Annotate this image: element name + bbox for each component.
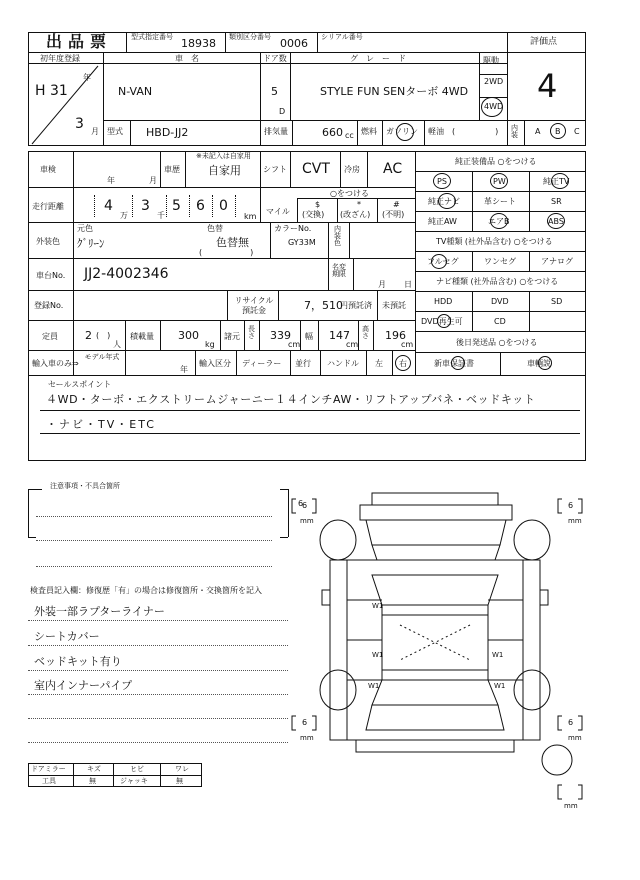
door-count: 5 [271, 85, 278, 98]
equip-navi: 純正ナビ [428, 197, 460, 206]
damage-mark-3: W1 [368, 682, 380, 690]
tire-depth-fr: 6 [568, 501, 574, 510]
class-no: 0006 [280, 37, 308, 50]
type-cert-no: 18938 [181, 37, 216, 50]
tire-depth-fl: 6 [302, 501, 308, 510]
first-reg-era: H 31 [35, 83, 68, 99]
tire-depth-rr: 6 [568, 718, 574, 727]
note-2: シートカバー [34, 630, 100, 643]
tv-analog: アナログ [541, 257, 573, 266]
equip-sr: SR [551, 197, 562, 206]
tv-oneseg: ワンセグ [484, 257, 516, 266]
equip-pw: PW [493, 177, 506, 186]
sales-point-line-2: ・ナビ・TV・ETC [46, 418, 156, 431]
width: 147 [329, 329, 350, 342]
mileage-digit-4: 6 [196, 198, 205, 214]
mileage-digit-5: 0 [219, 198, 228, 214]
navi-dvd-play: DVD再生可 [421, 317, 463, 326]
note-1: 外装一部ラプターライナー [34, 605, 165, 618]
recycle-deposit: 7，510 [304, 299, 343, 312]
capacity: 2 [85, 329, 92, 342]
sales-point-line-1: ４WD・ターボ・エクストリームジャーニー１４インチAW・リフトアップバネ・ベッドキット [46, 393, 536, 406]
navi-cd: CD [494, 317, 506, 326]
equip-ps: PS [437, 177, 447, 186]
mileage-digit-3: 5 [172, 198, 181, 214]
displacement: 660 [322, 126, 343, 139]
navi-dvd: DVD [491, 297, 509, 306]
tire-depth-rl: 6 [302, 718, 308, 727]
first-reg-month: 3 [75, 116, 84, 132]
navi-sd: SD [551, 297, 563, 306]
equip-leather: 革シート [484, 197, 516, 206]
damage-mark-2: W1 [372, 651, 384, 659]
height: 196 [385, 329, 406, 342]
car-name: N-VAN [118, 85, 153, 98]
ac: AC [383, 161, 403, 177]
doc-warranty: 新車保証書 [434, 359, 474, 368]
damage-mark-1: W1 [372, 602, 384, 610]
mileage-digit-1: 4 [104, 198, 113, 214]
load-capacity: 300 [178, 329, 199, 342]
length: 339 [270, 329, 291, 342]
damage-mark-4: W1 [492, 651, 504, 659]
damage-mark-5: W1 [494, 682, 506, 690]
form-title: 出品票 [46, 32, 113, 51]
rating-score: 4 [537, 67, 558, 105]
color-code: GY33M [288, 238, 316, 247]
navi-hdd: HDD [434, 297, 453, 306]
doc-manual: 車輌説 [527, 359, 551, 368]
grade: STYLE FUN SENターボ 4WD [320, 85, 469, 98]
model-code: HBD-JJ2 [146, 126, 189, 139]
chassis-number: JJ2-4002346 [84, 266, 169, 282]
rating-label: 評価点 [530, 37, 558, 47]
note-3: ベッドキット有り [34, 655, 122, 668]
note-4: 室内インナーパイプ [34, 679, 133, 692]
usage-history: 自家用 [208, 164, 241, 177]
original-color: ｸﾞﾘｰﾝ [77, 237, 105, 250]
mileage-digit-2: 3 [141, 198, 150, 214]
tv-fullseg: フルセグ [427, 257, 459, 266]
equip-tv: 純正TV [543, 177, 570, 186]
shift: CVT [302, 161, 330, 177]
equip-aw: 純正AW [428, 217, 457, 226]
equip-abs: ABS [548, 217, 564, 226]
equip-airbag: エアB [488, 217, 510, 226]
color-change: 色替無 [216, 236, 249, 249]
